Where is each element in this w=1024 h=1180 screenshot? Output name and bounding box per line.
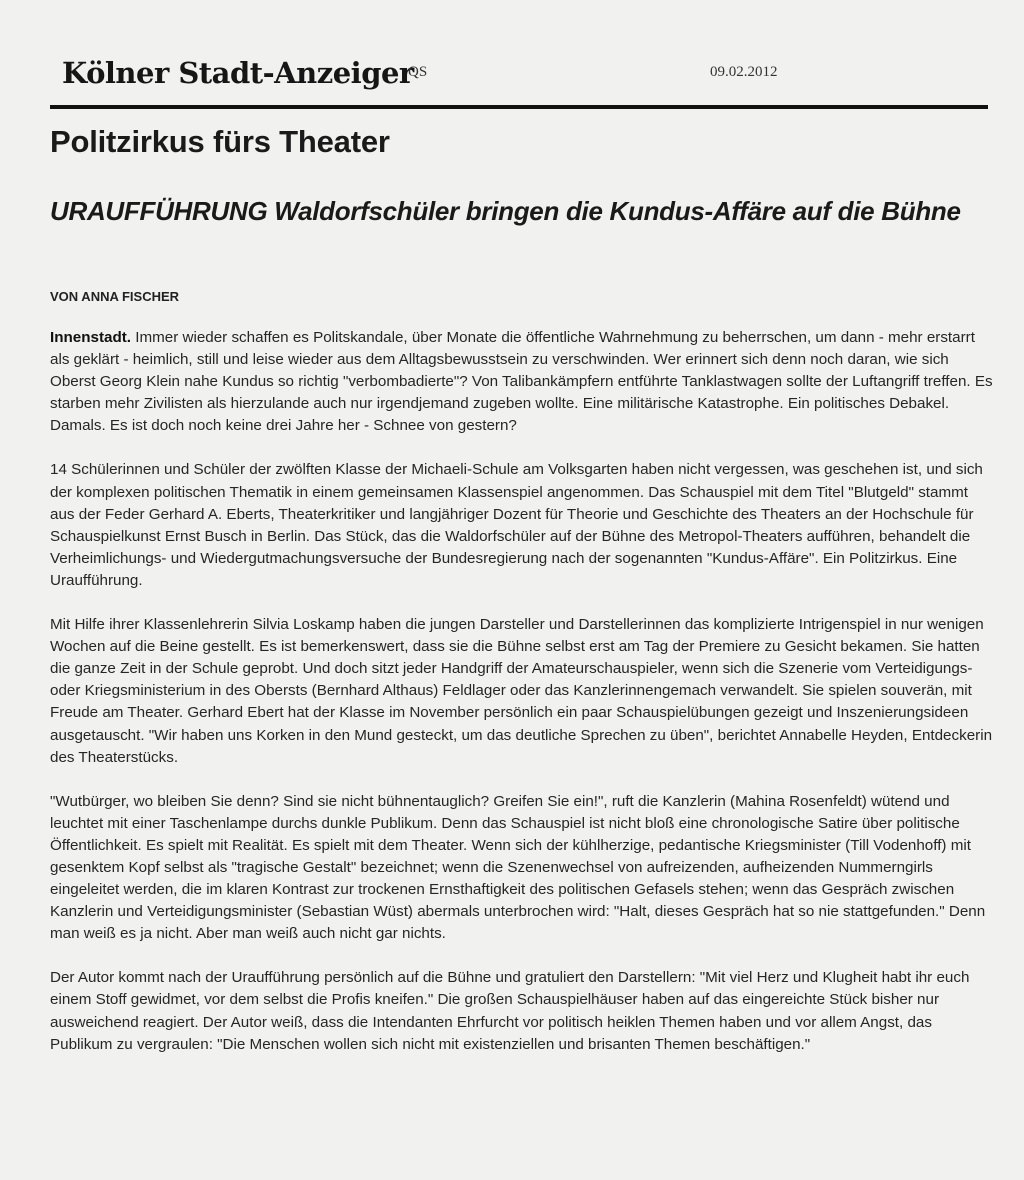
section-code: QS	[408, 64, 428, 80]
masthead-rule	[50, 105, 988, 109]
article-paragraph: 14 Schülerinnen und Schüler der zwölften Klasse der Michaeli-Schule am Volksgarten haben nicht vergessen, was geschehen ist, und sich der komplexen politischen Thematik in einem gemeinsamen Klassenspiel angenommen. Das Schauspiel mit dem Titel "Blutgeld" stammt aus der Feder Gerhard A. Eberts, Theaterkritiker und langjähriger Dozent für Theorie und Geschichte des Theaters an der Hochschule für Schauspielkunst Ernst Busch in Berlin. Das Stück, das die Waldorfschüler auf der Bühne des Metropol-Theaters aufführen, behandelt die Verheimlichungs- und Wiedergutmachungsversuche der Bundesregierung nach der sogenannten "Kundus-Affäre". Ein Politzirkus. Eine Uraufführung.	[50, 461, 983, 589]
article-paragraph: Mit Hilfe ihrer Klassenlehrerin Silvia Loskamp haben die jungen Darsteller und Darstellerinnen das komplizierte Intrigenspiel in nur wenigen Wochen auf die Beine gestellt. Es ist bemerkenswert, dass sie die Bühne selbst erst am Tag der Premiere zu Gesicht bekamen. Sie hatten die ganze Zeit in der Schule geprobt. Und doch sitzt jeder Handgriff der Amateurschauspieler, wenn sich die Szenerie vom Verteidigungs- oder Kriegsministerium in des Obersts (Bernhard Althaus) Feldlager oder das Kanzlerinnengemach verwandelt. Sie spielen souverän, mit Freude am Theater. Gerhard Ebert hat der Klasse im November persönlich ein paar Schauspielübungen gezeigt und Inszenierungsideen ausgetauscht. "Wir haben uns Korken in den Mund gesteckt, um das deutliche Sprechen zu üben", berichtet Annabelle Heyden, Entdeckerin des Theaterstücks.	[50, 616, 993, 766]
article-byline: VON ANNA FISCHER	[50, 289, 180, 304]
article-paragraph	[50, 327, 995, 437]
article-paragraph: "Wutbürger, wo bleiben Sie denn? Sind sie nicht bühnentauglich? Greifen Sie ein!", ruft die Kanzlerin (Mahina Rosenfeldt) wütend und leuchtet mit einer Taschenlampe durchs dunkle Publikum. Denn das Schauspiel ist nicht bloß eine chronologische Satire über politische Öffentlichkeit. Es spielt mit Realität. Es spielt mit dem Theater. Wenn sich der kühlherzige, pedantische Kriegsminister (Till Vodenhoff) mit gesenktem Kopf selbst als "tragische Gestalt" bezeichnet; wenn die Szenenwechsel von aufreizenden, aufheizenden Nummerngirls eingeleitet werden, die im klaren Kontrast zur trockenen Ernsthaftigkeit des politischen Gefasels stehen; wenn das Gespräch zwischen Kanzlerin und Verteidigungsminister (Sebastian Wüst) abermals unterbrochen wird: "Halt, dieses Gespräch hat so nie stattgefunden." Denn man weiß es ja nicht. Aber man weiß auch nicht gar nichts.	[50, 792, 986, 943]
masthead	[50, 50, 988, 100]
paragraph-text: Immer wieder schaffen es Politskandale, über Monate die öffentliche Wahrnehmung zu beherrschen, um dann - mehr erstarrt als geklärt - heimlich, still und leise wieder aus dem Alltagsbewusstsein zu verschwinden. Wer erinnert sich denn noch daran, wie sich Oberst Georg Klein nahe Kundus so richtig "verbombadierte"? Von Talibankämpfern entführte Tanklastwagen sollte der Luftangriff treffen. Es starben mehr Zivilisten als hierzulande auch nur irgendjemand zugeben wollte. Eine militärische Katastrophe. Ein politisches Debakel. Damals. Es ist doch noch keine drei Jahre her - Schnee von gestern?	[50, 329, 993, 435]
article-paragraph: Der Autor kommt nach der Uraufführung persönlich auf die Bühne und gratuliert den Darstellern: "Mit viel Herz und Klugheit habt ihr euch einem Stoff gewidmet, vor dem selbst die Profis kneifen." Die großen Schauspielhäuser haben auf das eingereichte Stück bisher nur ausweichend reagiert. Der Autor weiß, dass die Intendanten Ehrfurcht vor politisch heiklen Themen haben und vor allem Angst, das Publikum zu vergraulen: "Die Menschen wollen sich nicht mit existenziellen und brisanten Themen beschäftigen."	[50, 969, 970, 1053]
article-headline: Politzirkus fürs Theater	[50, 124, 390, 159]
dateline: Innenstadt.	[50, 329, 132, 346]
article-subheadline: URAUFFÜHRUNG Waldorfschüler bringen die Kundus-Affäre auf die Bühne	[50, 196, 961, 226]
newspaper-logo: Kölner Stadt-Anzeiger	[62, 56, 414, 90]
publication-date: 09.02.2012	[710, 64, 778, 80]
article-body	[50, 327, 995, 1078]
